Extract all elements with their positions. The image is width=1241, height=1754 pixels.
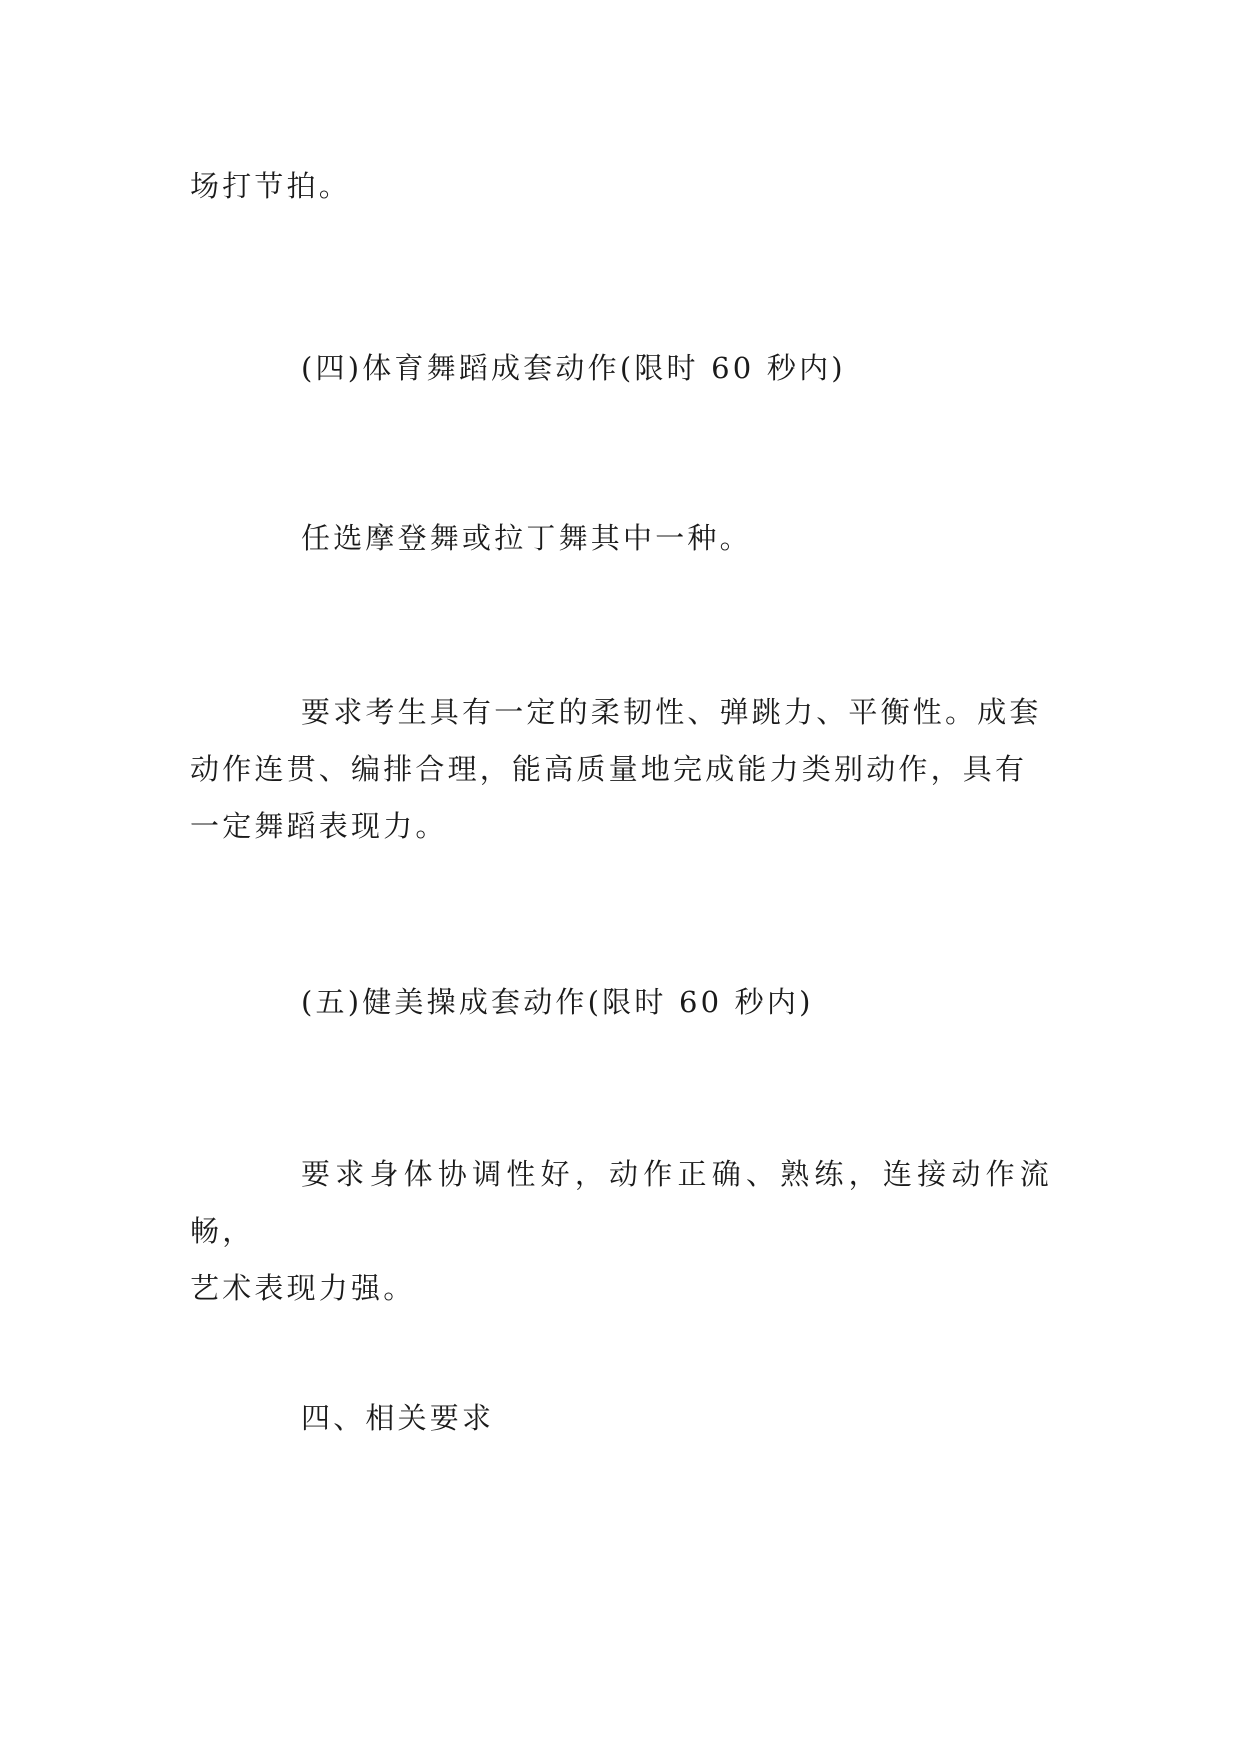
text-line: 动作连贯、编排合理，能高质量地完成能力类别动作，具有	[190, 752, 1028, 786]
text-line: 要求身体协调性好，动作正确、熟练，连接动作流畅，	[190, 1157, 1052, 1248]
text-line: 艺术表现力强。	[190, 1271, 416, 1305]
continuation-paragraph: 场打节拍。	[190, 169, 352, 203]
subsection-heading-aerobics: (五)健美操成套动作(限时 60 秒内)	[301, 985, 814, 1019]
aerobics-requirements-paragraph	[190, 1146, 1052, 1317]
dance-choice-paragraph: 任选摩登舞或拉丁舞其中一种。	[301, 521, 752, 555]
text-line: 一定舞蹈表现力。	[190, 809, 448, 843]
text-line: 要求考生具有一定的柔韧性、弹跳力、平衡性。成套	[301, 695, 1042, 729]
section-heading-related-requirements: 四、相关要求	[301, 1401, 495, 1435]
dance-requirements-paragraph	[190, 684, 1052, 855]
subsection-heading-sport-dance: (四)体育舞蹈成套动作(限时 60 秒内)	[301, 351, 846, 385]
